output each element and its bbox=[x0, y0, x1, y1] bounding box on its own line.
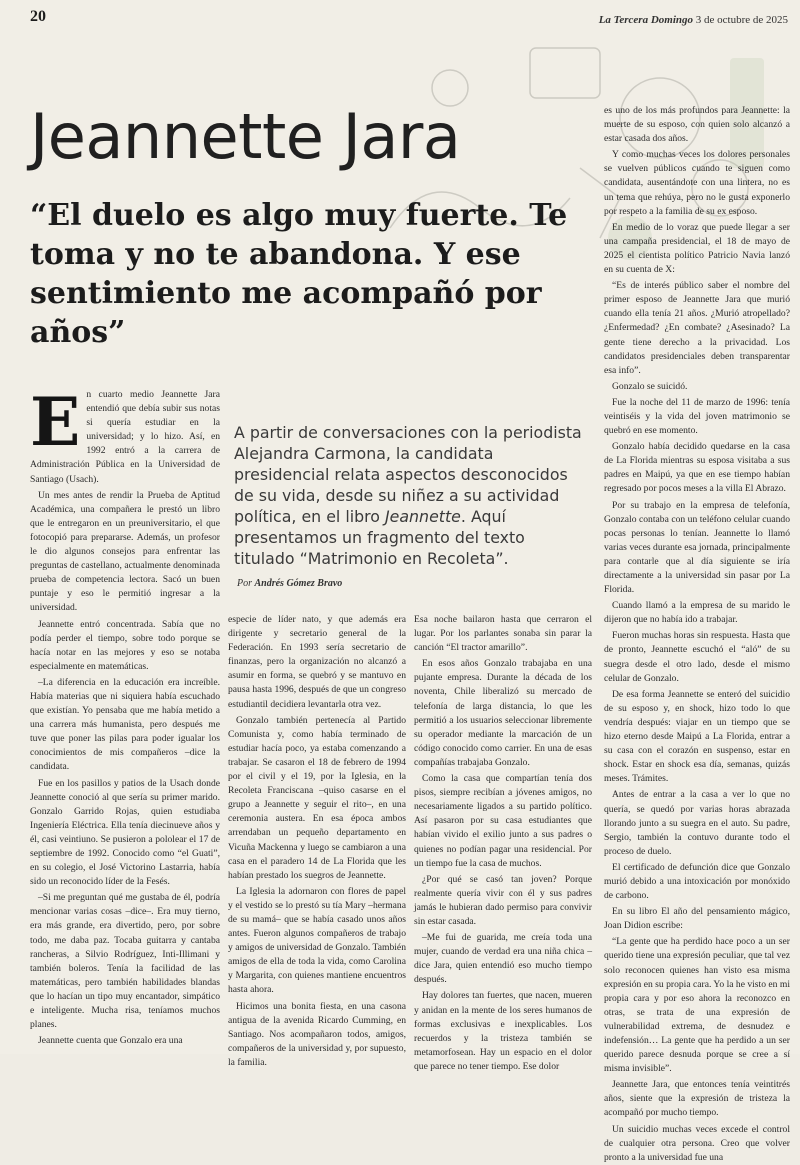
paragraph: Gonzalo había decidido quedarse en la casa de La Florida mientras su esposa visitaba a sus padres en Maipú, ya que en ese tiempo habían regresado por pocos meses a la villa El Abrazo. bbox=[604, 441, 790, 495]
paragraph: –Si me preguntan qué me gustaba de él, podría mencionar varias cosas –dice–. Era muy tierno, era más grande, era divertido, pero, por sobre todo, me daba paz. Tocaba guitarra y cantaba rancheras, a Silvio Rodríguez, Inti-Illimani y también boleros. Tenía la facilidad de las matemáticas, pero también habilidades blandas que lo hacían un tipo muy encantador, simpático e inteligente. Mucha risa, teníamos muchos planes. bbox=[30, 892, 220, 1031]
article-column-2 bbox=[228, 613, 406, 1068]
paragraph: El certificado de defunción dice que Gonzalo murió debido a una intoxicación por monóxido de carbono. bbox=[604, 861, 790, 902]
byline-prefix: Por bbox=[237, 578, 255, 589]
publication-name: La Tercera Domingo bbox=[598, 14, 693, 26]
paragraph: Jeannette Jara, que entonces tenía veintitrés años, siente que la expresión de tristeza la acompañó por mucho tiempo. bbox=[604, 1079, 790, 1119]
paragraph: “La gente que ha perdido hace poco a un ser querido tiene una expresión peculiar, que tal vez solo reconocen quienes han visto esa misma expresión en su propia cara. Yo la he visto en mi propia cara y por eso ahora la reconozco en otras, se trata de una expresión de vulnerabilidad extrema, de desnudez e indefensión… La gente que ha perdido a un ser querido parece desnuda porque se cree a sí misma invisible”. bbox=[604, 936, 790, 1075]
article-column-1 bbox=[30, 383, 220, 1054]
page-number: 20 bbox=[30, 8, 46, 25]
publication-info bbox=[599, 14, 788, 26]
byline-author: Andrés Gómez Bravo bbox=[254, 578, 343, 589]
paragraph: Esa noche bailaron hasta que cerraron el lugar. Por los parlantes sonaba sin parar la canción “El tractor amarillo”. bbox=[414, 614, 592, 654]
paragraph: Un suicidio muchas veces excede el control de cualquier otra persona. Creo que volver pronto a la universidad fue una bbox=[604, 1123, 790, 1163]
paragraph: En medio de lo voraz que puede llegar a ser una campaña presidencial, el 18 de mayo de 2025 el cientista político Patricio Navia lanzó en su cuenta de X: bbox=[604, 221, 790, 276]
article-byline bbox=[237, 578, 342, 589]
paragraph: –La diferencia en la educación era increíble. Había materias que ni siquiera había escuchado que existían. Yo pensaba que me había metido a una carrera más humanista, pero después me tuve que poner las pilas para poder igualar los conocimientos de mis compañeros –dice la candidata. bbox=[30, 676, 220, 773]
paragraph: Cuando llamó a la empresa de su marido le dijeron que no había ido a trabajar. bbox=[604, 600, 790, 626]
paragraph: especie de líder nato, y que además era dirigente y secretario general de la Federación. En 1993 sería secretario de finanzas, pero la organización no alcanzó a asumir en forma, se quebró y se mantuvo en pausa hasta 1996, después de que un congreso estudiantil decidiera levantarla otra vez. bbox=[228, 614, 406, 710]
paragraph: Gonzalo también pertenecía al Partido Comunista y, como había terminado de estudiar hacía poco, ya estaba comenzando a trabajar. Se casaron el 18 de febrero de 1994 por el civil y el 19, por la Iglesia, en la Recoleta Franciscana –quiso casarse en el grupo a Jeannette y seguir el rito–, en una ceremonia austera. En esa época ambos arrendaban un pequeño departamento en Vicuña Mackenna y luego se cambiaron a una casa en el paradero 14 de La Florida que les habían prestado los suegros de Jeannette. bbox=[228, 714, 406, 881]
paragraph: La Iglesia la adornaron con flores de papel y el vestido se lo prestó su tía Mary –hermana de su mamá– que se había casado unos años antes. Fueron algunos compañeros de trabajo y amigos de universidad de Gonzalo. También amigos de ella de toda la vida, como Carolina y Margarita, con quienes mantiene encuentros hasta ahora. bbox=[228, 885, 406, 996]
paragraph: Por su trabajo en la empresa de telefonía, Gonzalo contaba con un teléfono celular cuando pocas personas lo tenían. Jeannette lo llamó varias veces durante esa jornada, principalmente para contarle que al día siguiente se iría directamente a la universidad sin pasar por La Florida. bbox=[604, 499, 790, 596]
article-column-3 bbox=[414, 613, 592, 1072]
paragraph-first bbox=[30, 383, 220, 487]
paragraph: –Me fui de guarida, me creía toda una mujer, cuando de verdad era una niña chica –dice Jara, quien entendió eso mucho tiempo después. bbox=[414, 932, 592, 986]
lead-text-end: . Aquí presentamos un fragmento del texto titulado “Matrimonio en Recoleta”. bbox=[234, 507, 525, 568]
paragraph: En esos años Gonzalo trabajaba en una pujante empresa. Durante la década de los noventa, Chile liberalizó su mercado de telefonía de larga distancia, lo que les permitió a los usuarios seleccionar libremente su operador mediante la marcación de un código conocido como carrier. En una de esas compañías trabajaba Gonzalo. bbox=[414, 658, 592, 768]
paragraph: De esa forma Jeannette se enteró del suicidio de su esposo y, en shock, hizo todo lo que vendría después: viajar en un tiempo que se hizo eterno desde Maipú a La Florida, entrar a su casa con el corazón en suspenso, estar en shock. Estar en shock esa día, semanas, quizás meses. Trámites. bbox=[604, 688, 790, 785]
lead-text-start: A partir de conversaciones con la periodista Alejandra Carmona, la candidata presidencial relata aspectos desconocidos de su vida, desde su niñez a su actividad política, en el libro bbox=[234, 423, 582, 526]
paragraph: es uno de los más profundos para Jeannette: la muerte de su esposo, con quien solo alcanzó a estar casada dos años. bbox=[604, 105, 790, 145]
paragraph: “Es de interés público saber el nombre del primer esposo de Jeannette Jara que murió cuando ella tenía 21 años. ¿Murió atropellado? ¿Enfermedad? ¿En combate? ¿Asesinado? La gente tiene derecho a la privacidad. Los candidatos presidenciales deben transparentar esa info”. bbox=[604, 280, 790, 376]
drop-cap: E bbox=[30, 383, 81, 461]
paragraph: Antes de entrar a la casa a ver lo que no quería, se quedó por varias horas abrazada llorando junto a su suegra en el auto. Su padre, Sergio, también la contuvo durante todo el proceso de duelo. bbox=[604, 789, 790, 857]
paragraph: Un mes antes de rendir la Prueba de Aptitud Académica, una compañera le prestó un libro que le entregaron en un preuniversitario, el que fotocopió para prepararse. Además, un profesor le dio algunos consejos para enfrentar las preguntas de castellano, actualmente denominada prueba de competencia lectora. Sacó un buen puntaje y eso le permitió ingresar a la universidad. bbox=[30, 489, 220, 614]
publication-date: 3 de octubre de 2025 bbox=[695, 14, 788, 26]
article-lead bbox=[234, 422, 584, 569]
paragraph: En su libro El año del pensamiento mágico, Joan Didion escribe: bbox=[604, 906, 790, 932]
paragraph: Hay dolores tan fuertes, que nacen, mueren y anidan en la mente de los seres humanos de formas exclusivas e inexplicables. Los recuerdos y la tristeza también se metamorfosean. Hay un espacio en el dolor que parece no tener tiempo. Ese dolor bbox=[414, 990, 592, 1072]
paragraph: ¿Por qué se casó tan joven? Porque realmente quería vivir con él y sus padres jamás le hubieran dado permiso para convivir sin estar casada. bbox=[414, 873, 592, 927]
article-title-name: Jeannette Jara bbox=[30, 100, 461, 173]
article-headline-quote: “El duelo es algo muy fuerte. Te toma y no te abandona. Y ese sentimiento me acompañó por años” bbox=[30, 198, 568, 350]
paragraph: Y como muchas veces los dolores personales se vuelven públicos cuando te siguen como candidata, ausentándote con una lintera, no es un tema que rehúya, pero no le gusta exponerlo por respeto a la familia de su ex esposo. bbox=[604, 149, 790, 217]
lead-book-title: Jeannette bbox=[384, 507, 461, 526]
paragraph: Fue la noche del 11 de marzo de 1996: tenía veintiséis y la vida del joven matrimonio se quebró en ese momento. bbox=[604, 396, 790, 437]
paragraph-text: n cuarto medio Jeannette Jara entendió que debía subir sus notas si quería estudiar en la universidad; y lo hizo. Así, en 1992 entró a la carrera de Administración Pública en la Universidad de Santiago (Usach). bbox=[30, 389, 220, 485]
paragraph: Fueron muchas horas sin respuesta. Hasta que de pronto, Jeannette escuchó el “aló” de su suegra desde el otro lado, desde el mismo celular de Gonzalo. bbox=[604, 630, 790, 684]
paragraph: Como la casa que compartían tenía dos pisos, siempre recibían a jóvenes amigos, no necesariamente ligados a su partido político. Así pasaron por su casa estudiantes que habían vivido el exilio junto a sus padres o quienes no podían pagar una residencial. Por un tiempo fue la casa de muchos. bbox=[414, 773, 592, 869]
paragraph: Hicimos una bonita fiesta, en una casona antigua de la avenida Ricardo Cumming, en Santiago. Nos acompañaron todos, amigos, compañeros de la universidad y, por supuesto, la familia. bbox=[228, 1000, 406, 1068]
article-column-4 bbox=[604, 104, 790, 1163]
paragraph: Jeannette cuenta que Gonzalo era una bbox=[38, 1035, 183, 1047]
paragraph: Jeannette entró concentrada. Sabía que no podía perder el tiempo, sobre todo porque se hacía notar en las mejores y eso se notaba especialmente en matemáticas. bbox=[30, 618, 220, 672]
paragraph: Gonzalo se suicidó. bbox=[612, 380, 688, 392]
paragraph: Fue en los pasillos y patios de la Usach donde Jeannette conoció al que sería su primer marido. Gonzalo Garrido Rojas, quien estudiaba Ingeniería Eléctrica. Ella tenía diecinueve años y él, casi veintiuno. Se pusieron a pololear el 17 de septiembre de 1992. Conocido como “el Guati”, en su colegio, el José Victorino Lastarria, había sido un reconocido líder de la Fesés. bbox=[30, 777, 220, 888]
